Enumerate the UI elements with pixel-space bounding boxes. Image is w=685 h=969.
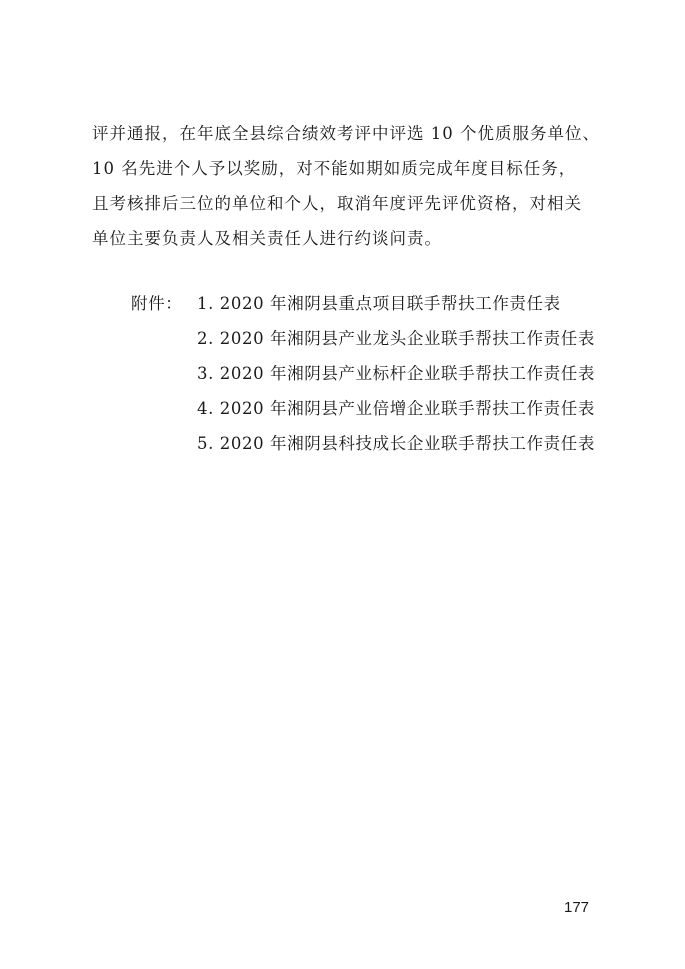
body-paragraph [92, 116, 612, 256]
attachment-title: 1. 2020 年湘阴县重点项目联手帮扶工作责任表 [197, 294, 561, 313]
attachment-item [131, 356, 611, 391]
attachment-title: 2. 2020 年湘阴县产业龙头企业联手帮扶工作责任表 [197, 329, 595, 348]
attachments-label: 附件： [131, 294, 183, 313]
paragraph-line: 10 名先进个人予以奖励，对不能如期如质完成年度目标任务， [92, 159, 577, 178]
attachment-item [131, 321, 611, 356]
attachment-title: 5. 2020 年湘阴县科技成长企业联手帮扶工作责任表 [197, 434, 595, 453]
paragraph-line: 评并通报，在年底全县综合绩效考评中评选 10 个优质服务单位、 [92, 124, 600, 143]
attachments-list [131, 286, 611, 461]
attachment-title: 4. 2020 年湘阴县产业倍增企业联手帮扶工作责任表 [197, 399, 595, 418]
attachment-item [131, 286, 611, 321]
attachment-item [131, 426, 611, 461]
page-number: 177 [564, 899, 590, 916]
attachment-item [131, 391, 611, 426]
attachment-title: 3. 2020 年湘阴县产业标杆企业联手帮扶工作责任表 [197, 364, 595, 383]
paragraph-line: 单位主要负责人及相关责任人进行约谈问责。 [92, 229, 442, 248]
paragraph-line: 且考核排后三位的单位和个人，取消年度评先评优资格，对相关 [92, 194, 582, 213]
